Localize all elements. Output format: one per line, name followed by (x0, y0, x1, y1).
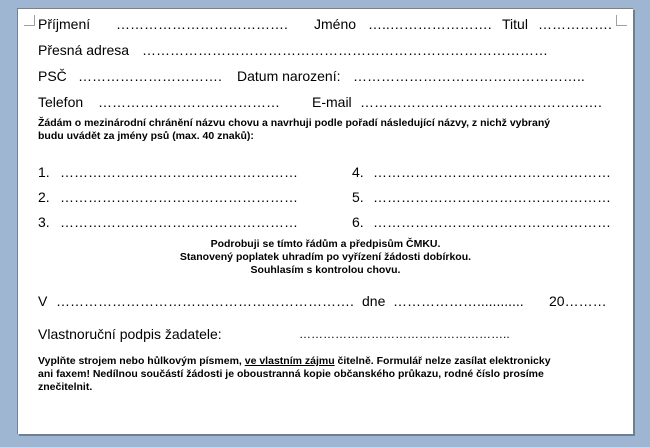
birth-date-label: Datum narození: (237, 68, 341, 84)
name-number: 3. (38, 214, 50, 230)
email-label: E-mail (312, 94, 352, 110)
agreement-line-2: Stanovený poplatek uhradím po vyřízení žádosti dobírkou. (179, 251, 472, 263)
note-line-2: ani faxem! Nedílnou součástí žádosti je oboustranná kopie občanského průkazu, rodné číslo prosíme (38, 368, 544, 380)
name-number: 6. (352, 214, 364, 230)
surname-field[interactable]: ………………………………. (116, 16, 288, 32)
margin-corner-mark (24, 15, 35, 26)
request-text-line-1: Žádám o mezinárodní chránění názvu chovu a navrhuji podle pořadí následující názvy, z nichž vybraný (38, 117, 551, 129)
place-label: V (38, 293, 48, 309)
name-field[interactable]: …..…………………. (368, 16, 492, 32)
address-field[interactable]: …………………………………………………………………………… (142, 42, 548, 58)
birth-date-field[interactable]: ………………………………………….. (353, 68, 585, 84)
title-label: Titul (502, 16, 528, 32)
name-label: Jméno (314, 16, 357, 32)
agreement-line-1: Podrobuji se tímto řádům a předpisům ČMKU. (210, 238, 441, 250)
agreement-line-3: Souhlasím s kontrolou chovu. (250, 264, 401, 276)
name-number: 1. (38, 164, 50, 180)
date-field[interactable]: ………………............ (393, 293, 524, 309)
name-option-field[interactable]: …………………………………………… (60, 164, 298, 180)
zip-field[interactable]: …………………………. (78, 68, 222, 84)
email-field[interactable]: ……………………………………………. (360, 94, 602, 110)
note-line-3: znečitelnit. (38, 381, 93, 393)
address-label: Přesná adresa (38, 42, 130, 58)
signature-field[interactable]: …………………………………………….. (299, 327, 510, 341)
phone-label: Telefon (38, 94, 84, 110)
note-line-1: Vyplňte strojem nebo hůlkovým písmem, ve vlastním zájmu čitelně. Formulář nelze zasílat elektronicky (38, 355, 551, 367)
name-option-field[interactable]: …………………………………………… (60, 189, 298, 205)
name-number: 5. (352, 189, 364, 205)
margin-corner-mark (616, 15, 627, 26)
surname-label: Příjmení (38, 16, 91, 32)
title-field[interactable]: ……………. (538, 16, 612, 32)
name-option-field[interactable]: …………………………………………… (373, 164, 611, 180)
request-text-line-2: budu uvádět za jmény psů (max. 40 znaků): (38, 130, 254, 142)
date-label: dne (362, 293, 386, 309)
signature-label: Vlastnoruční podpis žadatele: (38, 326, 222, 342)
document-page (17, 8, 633, 434)
zip-label: PSČ (38, 68, 67, 84)
name-option-field[interactable]: …………………………………………… (373, 189, 611, 205)
phone-field[interactable]: ………………………………… (98, 94, 280, 110)
name-option-field[interactable]: …………………………………………… (60, 214, 298, 230)
name-number: 2. (38, 189, 50, 205)
year-field[interactable]: 20……… (549, 293, 607, 309)
name-option-field[interactable]: …………………………………………… (373, 214, 611, 230)
place-field[interactable]: ………………………………………………………. (56, 293, 354, 309)
name-number: 4. (352, 164, 364, 180)
